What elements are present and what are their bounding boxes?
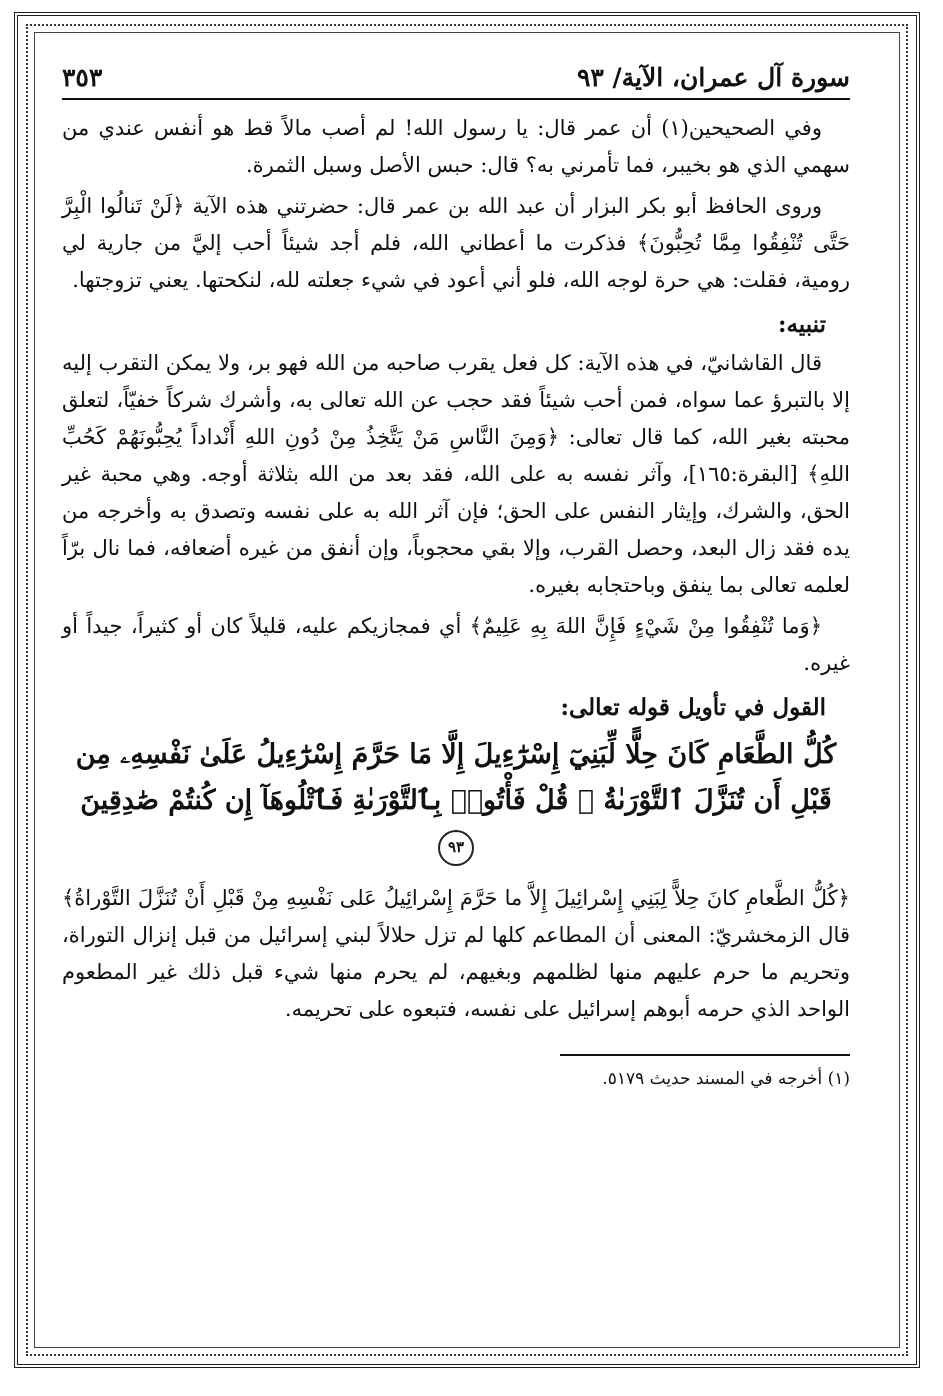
page-header — [62, 56, 850, 100]
page-number: ٣٥٣ — [62, 63, 103, 92]
notice-heading: تنبيه: — [777, 311, 826, 338]
quran-verse-line-2: قَبْلِ أَن تُنَزَّلَ ٱلتَّوْرَىٰةُ ۗ قُلْ فَأْتُوا۟ بِٱلتَّوْرَىٰةِ فَٱتْلُوهَآ إِن كُنتُمْ صَٰدِقِينَ — [80, 785, 832, 816]
quran-verse-line-1: كُلُّ الطَّعَامِ كَانَ حِلًّا لِّبَنِيٓ إِسْرَٰٓءِيلَ إِلَّا مَا حَرَّمَ إِسْرَٰٓءِيلُ عَلَىٰ نَفْسِهِۦ مِن — [75, 739, 837, 770]
paragraph-sahihain: وفي الصحيحين(١) أن عمر قال: يا رسول الله! لم أصب مالاً قط هو أنفس عندي من سهمي الذي هو بخيبر، فما تأمرني به؟ قال: حبس الأصل وسبل الثمرة. — [62, 116, 850, 177]
paragraph-zamakhshari: ﴿كُلُّ الطَّعامِ كانَ حِلاًّ لِبَنِي إِسْرائِيلَ إِلاَّ ما حَرَّمَ إِسْرائِيلُ عَلى نَفْسِهِ مِنْ قَبْلِ أَنْ تُنَزَّلَ التَّوْراةُ﴾ قال الزمخشريّ: المعنى أن المطاعم كلها لم تزل حلالاً لبني إسرائيل من قبل إنزال التوراة، وتحريم ما حرم عليهم منها لظلمهم وبغيهم، لم يحرم منها شيء قبل ذلك غير المطعوم الواحد الذي حرمه أبوهم إسرائيل على نفسه، فتبعوه على تحريمه. — [62, 886, 850, 1021]
footnote-separator — [560, 1054, 850, 1056]
footnote: (١) أخرجه في المسند حديث ٥١٧٩. — [602, 1069, 850, 1089]
section-heading: القول في تأويل قوله تعالى: — [560, 694, 826, 721]
quran-verse-line-2-wrap — [62, 778, 850, 870]
paragraph-infaq: ﴿وَما تُنْفِقُوا مِنْ شَيْءٍ فَإِنَّ اللهَ بِهِ عَلِيمٌ﴾ أي فمجازيكم عليه، قليلاً كان أو كثيراً، جيداً أو غيره. — [62, 614, 850, 675]
book-page — [62, 56, 850, 1094]
running-title: سورة آل عمران، الآية/ ٩٣ — [576, 63, 850, 92]
verse-number-marker: ٩٣ — [438, 830, 474, 866]
quran-verse-block — [62, 732, 850, 870]
paragraph-bazzar: وروى الحافظ أبو بكر البزار أن عبد الله بن عمر قال: حضرتني هذه الآية ﴿لَنْ تَنالُوا الْبِرَّ حَتَّى تُنْفِقُوا مِمَّا تُحِبُّونَ﴾ فذكرت ما أعطاني الله، فلم أجد شيئاً أحب إليَّ من جارية لي رومية، فقلت: هي حرة لوجه الله، فلو أني أعود في شيء جعلته لله، لنكحتها. يعني تزوجتها. — [62, 194, 850, 292]
paragraph-qashani: قال القاشانيّ، في هذه الآية: كل فعل يقرب صاحبه من الله فهو بر، ولا يمكن التقرب إليه إلا بالتبرؤ عما سواه، فمن أحب شيئاً فقد حجب عن الله تعالى به، وأشرك شركاً خفيّاً، لتعلق محبته بغير الله، كما قال تعالى: ﴿وَمِنَ النَّاسِ مَنْ يَتَّخِذُ مِنْ دُونِ اللهِ أَنْداداً يُحِبُّونَهُمْ كَحُبِّ اللهِ﴾ [البقرة:١٦٥]، وآثر نفسه به على الله، فقد بعد من الله بثلاثة أوجه. وهي محبة غير الحق، والشرك، وإيثار النفس على الحق؛ فإن آثر الله به على نفسه وتصدق به وأخرجه من يده فقد زال البعد، وحصل القرب، وإلا بقي محجوباً، وإن أنفق من غيره أضعافه، فما نال برّاً لعلمه تعالى بما ينفق وباحتجابه بغيره. — [62, 351, 850, 597]
